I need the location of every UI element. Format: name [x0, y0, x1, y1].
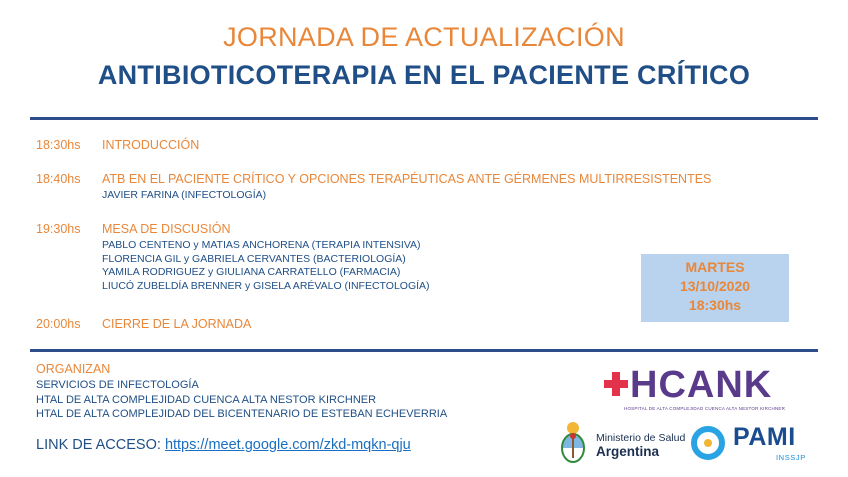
agenda-topic: ATB EN EL PACIENTE CRÍTICO Y OPCIONES TERAPÉUTICAS ANTE GÉRMENES MULTIRRESISTENTES: [102, 172, 712, 186]
speaker: YAMILA RODRIGUEZ y GIULIANA CARRATELLO (FARMACIA): [102, 266, 401, 278]
access-link-label: LINK DE ACCESO:: [36, 437, 161, 453]
plus-icon: [604, 372, 628, 396]
speaker: FLORENCIA GIL y GABRIELA CERVANTES (BACTERIOLOGÍA): [102, 252, 406, 265]
organizer-item: HTAL DE ALTA COMPLEJIDAD CUENCA ALTA NESTOR KIRCHNER: [36, 393, 377, 406]
speaker-list: [102, 189, 266, 203]
ministerio-line1: Ministerio de Salud: [596, 432, 686, 444]
organizer-item: SERVICIOS DE INFECTOLOGÍA: [36, 379, 199, 391]
agenda-time: 18:40hs: [36, 172, 81, 186]
agenda-topic: MESA DE DISCUSIÓN: [102, 222, 231, 236]
speaker: JAVIER FARINA (INFECTOLOGÍA): [102, 189, 267, 201]
agenda-time: 19:30hs: [36, 222, 81, 236]
agenda-topic: CIERRE DE LA JORNADA: [102, 317, 252, 331]
ministerio-line2: Argentina: [596, 444, 660, 459]
speaker: LIUCÓ ZUBELDÍA BRENNER y GISELA ARÉVALO (INFECTOLOGÍA): [102, 279, 430, 292]
date-box: [641, 254, 789, 322]
agenda-time: 18:30hs: [36, 138, 81, 152]
event-subtitle: ANTIBIOTICOTERAPIA EN EL PACIENTE CRÍTICO: [97, 60, 751, 90]
hcank-logo: [604, 364, 786, 414]
speaker: PABLO CENTENO y MATIAS ANCHORENA (TERAPIA INTENSIVA): [102, 239, 421, 251]
ministerio-logo: [596, 432, 685, 459]
organizer-item: HTAL DE ALTA COMPLEJIDAD DEL BICENTENARIO DE ESTEBAN ECHEVERRIA: [36, 408, 448, 420]
organizers: [36, 362, 447, 422]
event-title: JORNADA DE ACTUALIZACIÓN: [223, 22, 625, 52]
pami-subtitle: INSSJP: [776, 453, 806, 462]
argentina-coat-of-arms-icon: [557, 420, 589, 468]
hcank-subtitle: HOSPITAL DE ALTA COMPLEJIDAD CUENCA ALTA NESTOR KIRCHNER: [624, 406, 786, 411]
agenda-time: 20:00hs: [36, 317, 81, 331]
pami-logo-icon: [690, 425, 726, 461]
hcank-name: HCANK: [630, 364, 773, 406]
date-day: MARTES: [685, 259, 745, 275]
access-link-row: [36, 437, 411, 453]
bottom-divider: [30, 349, 818, 352]
top-divider: [30, 117, 818, 120]
date-time: 18:30hs: [688, 297, 742, 313]
access-link[interactable]: https://meet.google.com/zkd-mqkn-qju: [164, 437, 411, 453]
date-date: 13/10/2020: [679, 278, 751, 294]
organizers-title: ORGANIZAN: [36, 362, 111, 376]
pami-name: PAMI: [733, 423, 796, 451]
agenda-topic: INTRODUCCIÓN: [102, 138, 200, 152]
speaker-list: [102, 239, 430, 293]
